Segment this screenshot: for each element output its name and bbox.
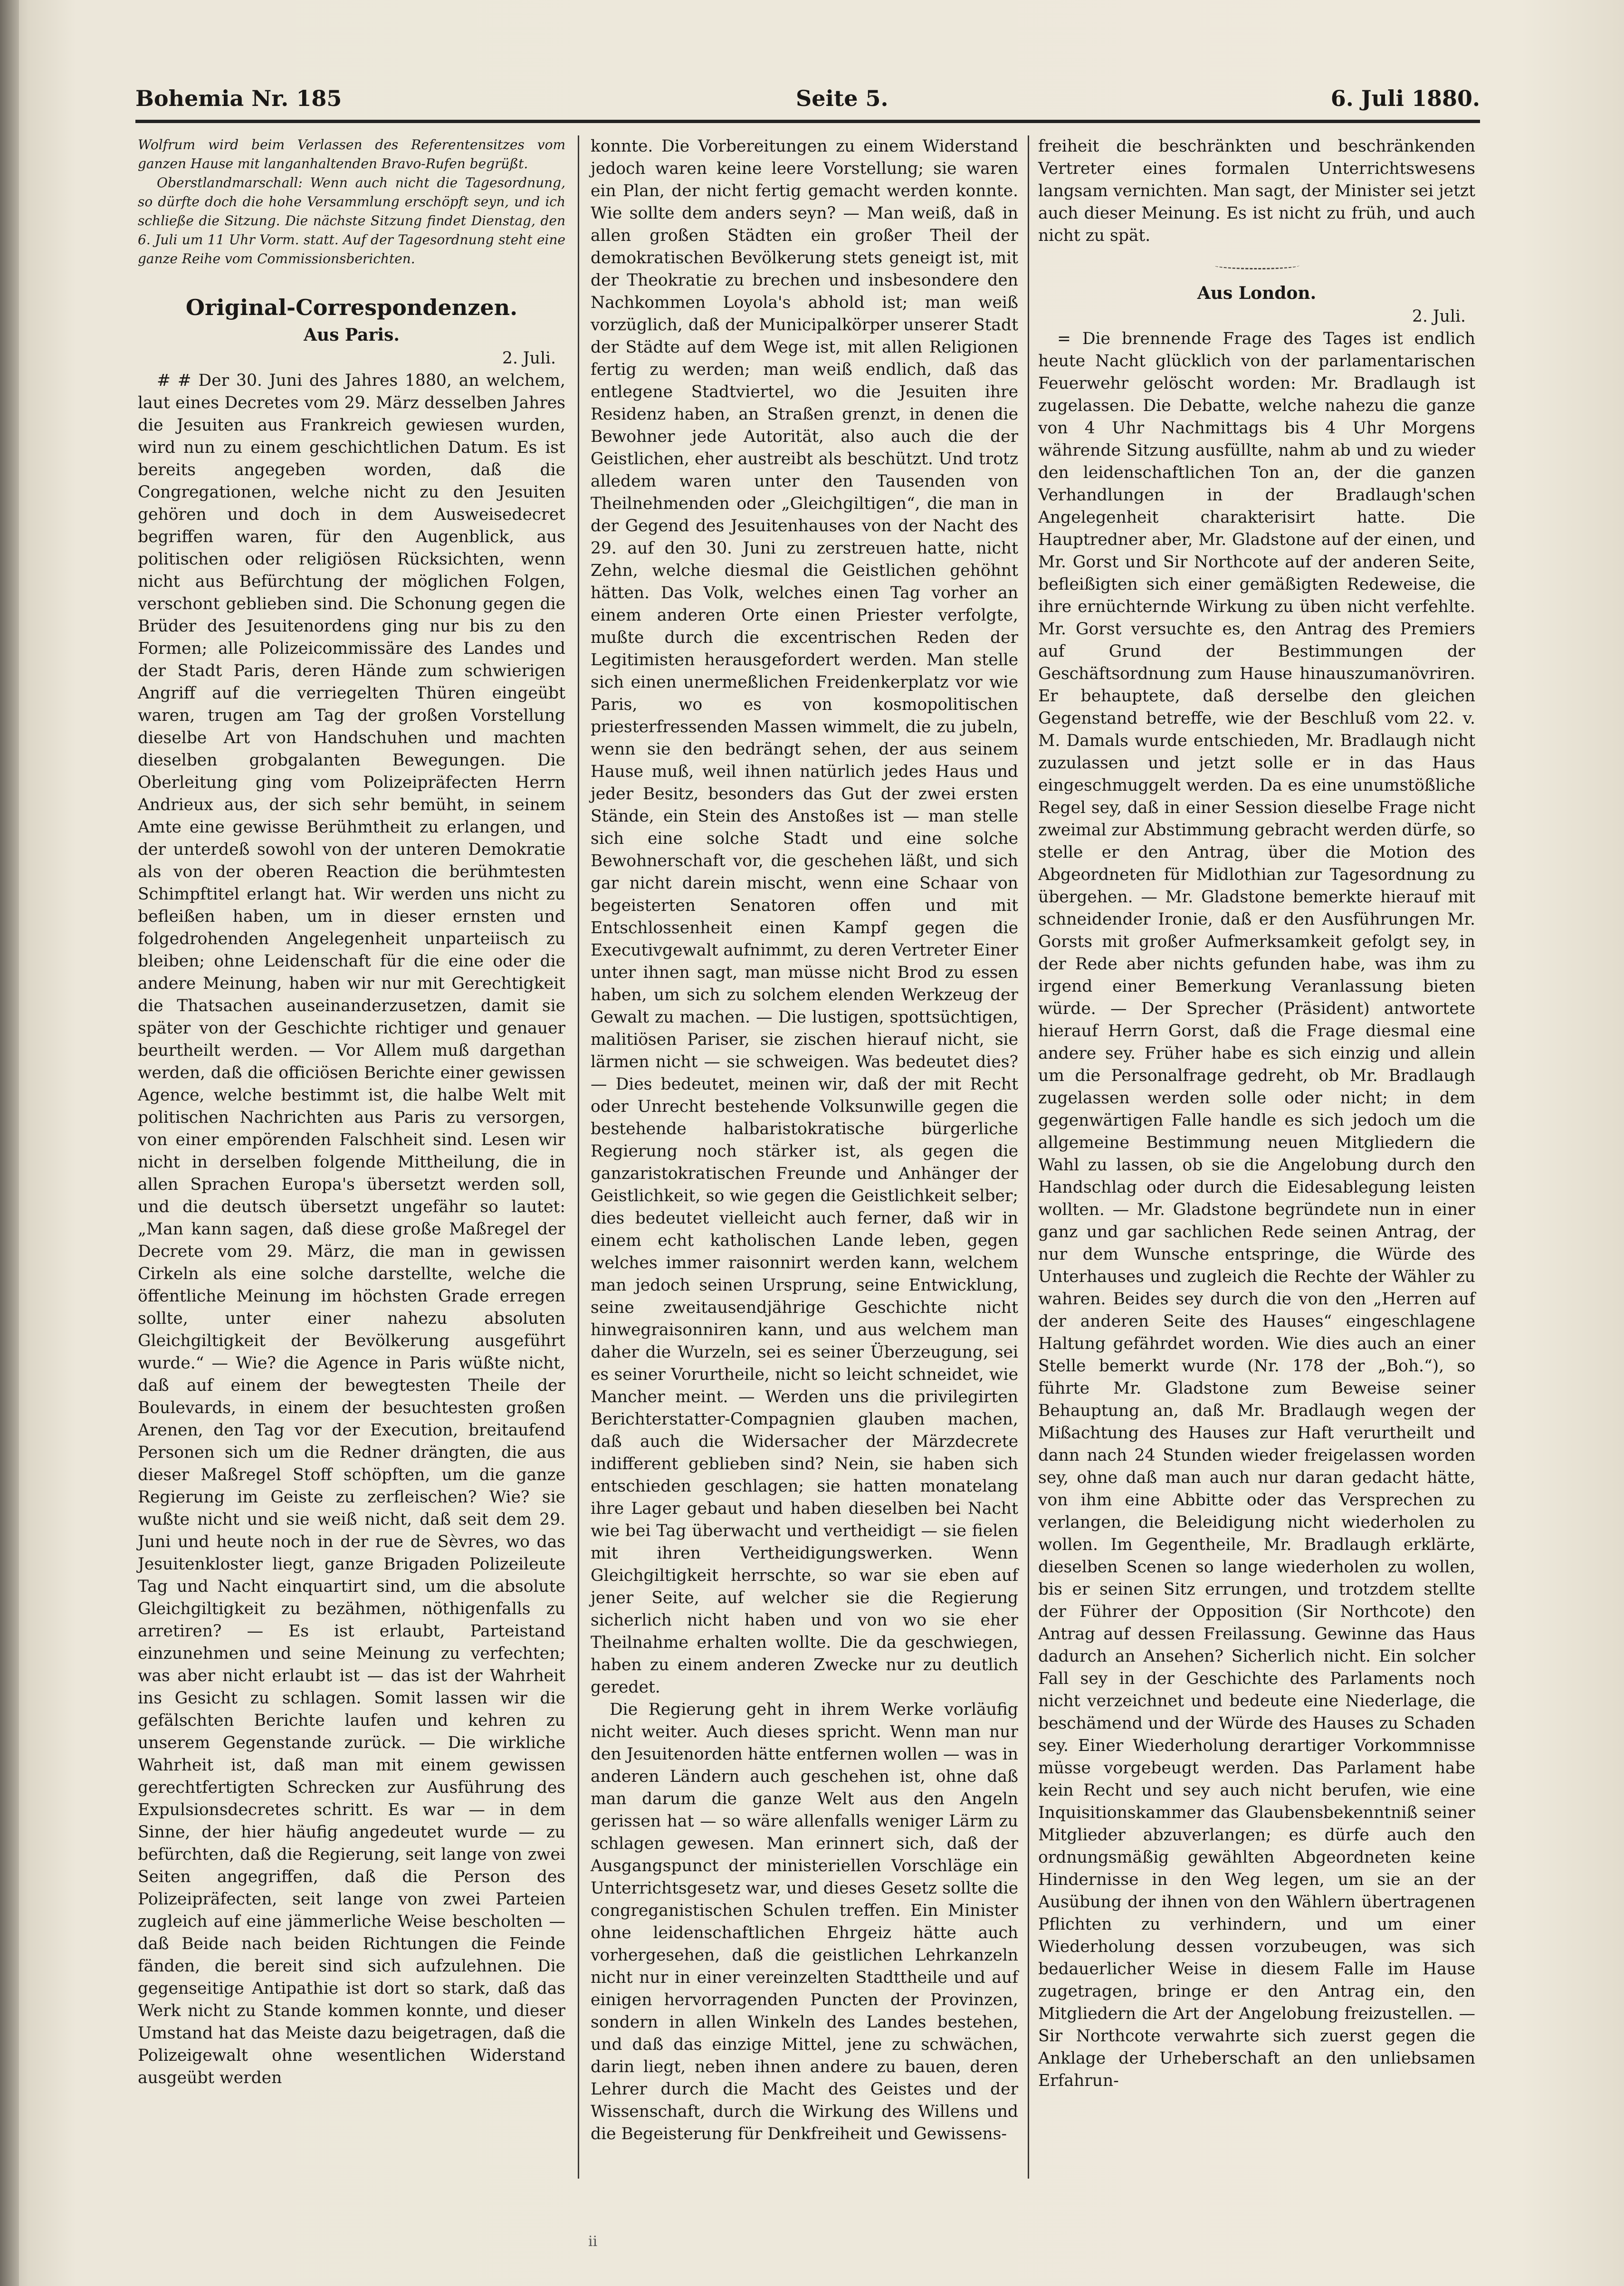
- header-date: 6. Juli 1880.: [1330, 86, 1480, 111]
- article-date: 2. Juli.: [1412, 307, 1466, 326]
- article-date: 2. Juli.: [502, 349, 556, 368]
- header-page-number: Seite 5.: [796, 86, 888, 111]
- header-masthead: Bohemia Nr. 185: [135, 86, 342, 111]
- article-paragraph: = Die brennende Frage des Tages ist endlich heute Nacht glücklich von der parlamentarischen Feuerwehr gelöscht worden: Mr. Bradlaugh ist zugelassen. Die Debatte, welche nahezu die ganze von 4 Uhr Nachmittags bis 4 Uhr Morgens währende Sitzung ausfüllte, nahm ab und zu wieder den leidenschaftlichen Ton an, der die ganzen Verhandlungen in der Bradlaugh'schen Angelegenheit charakterisirt hatte. Die Hauptredner aber, Mr. Gladstone auf der einen, und Mr. Gorst und Sir Northcote auf der anderen Seite, befleißigten sich einer gemäßigten Redeweise, die ihre ernüchternde Wirkung zu üben nicht verfehlte. Mr. Gorst versuchte es, den Antrag des Premiers auf Grund der Bestimmungen der Geschäftsordnung zum Hause hinauszumanövriren. Er behauptete, daß derselbe den gleichen Gegenstand betreffe, wie der Beschluß vom 22. v. M. Damals wurde entschieden, Mr. Bradlaugh nicht zuzulassen und jetzt solle er in das Haus eingeschmuggelt werden. Da es eine unumstößliche Regel sey, daß in einer Session dieselbe Frage nicht zweimal zur Abstimmung gebracht werden dürfe, so stelle er den Antrag, über die Motion des Abgeordneten für Midlothian zur Tagesordnung zu übergehen. — Mr. Gladstone bemerkte hierauf mit schneidender Ironie, daß er den Ausführungen Mr. Gorsts mit großer Aufmerksamkeit gefolgt sey, in der Rede aber nichts gefunden habe, was ihm zu irgend einer Bemerkung Veranlassung bieten würde. — Der Sprecher (Präsident) antwortete hierauf Herrn Gorst, daß die Frage diesmal eine andere sey. Früher habe es sich einzig und allein um die Personalfrage gedreht, ob Mr. Bradlaugh zugelassen werden solle oder nicht; in dem gegenwärtigen Falle handle es sich jedoch um die allgemeine Bestimmung neuen Mitgliedern die Wahl zu lassen, ob sie die Angelobung durch den Handschlag oder durch die Eidesablegung leisten wollten. — Mr. Gladstone begründete nun in einer ganz und gar sachlichen Rede seinen Antrag, der nur dem Wunsche entspringe, die Würde des Unterhauses und zugleich die Rechte der Wähler zu wahren. Beides sey durch die von den „Herren auf der anderen Seite des Hauses“ eingeschlagene Haltung gefährdet worden. Wie dies auch an einer Stelle bemerkt wurde (Nr. 178 der „Boh.“), so führte Mr. Gladstone zum Beweise seiner Behauptung an, daß Mr. Bradlaugh wegen der Mißachtung des Hauses zur Haft verurtheilt und dann nach 24 Stunden wieder freigelassen worden sey, ohne daß man auch nur daran gedacht hätte, von ihm eine Abbitte oder das Versprechen zu verlangen, die Beleidigung nicht wiederholen zu wollen. Im Gegentheile, Mr. Bradlaugh erklärte, dieselben Scenen so lange wiederholen zu wollen, bis er seinen Sitz errungen, und trotzdem stellte der Führer der Opposition (Sir Northcote) den Antrag auf dessen Freilassung. Gewinne das Haus dadurch an Ansehen? Sicherlich nicht. Ein solcher Fall sey in der Geschichte des Parlaments noch nicht verzeichnet und bedeute eine Niederlage, die beschämend und der Würde des Hauses zu Schaden sey. Einer Wiederholung derartiger Vorkommnisse müsse vorgebeugt werden. Das Parlament habe kein Recht und sey auch nicht berufen, wie eine Inquisitionskammer das Glaubensbekenntniß seiner Mitglieder abzuverlangen; es dürfe auch den ordnungsmäßig gewählten Abgeordneten keine Hindernisse in den Weg legen, um sie an der Ausübung der ihnen von den Wählern übertragenen Pflichten zu verhindern, und um einer Wiederholung dessen vorzubeugen, was sich bedauerlicher Weise in diesem Falle im Hause zugetragen, bringe er den Antrag ein, den Mitgliedern die Art der Angelobung freizustellen. — Sir Northcote verwahrte sich zuerst gegen die Anklage der Urheberschaft an den unliebsamen Erfahrun-: [1038, 329, 1475, 2090]
- column-3: [1038, 135, 1475, 2092]
- article-paragraph: # # Der 30. Juni des Jahres 1880, an welchem, laut eines Decretes vom 29. März desselben Jahres die Jesuiten aus Frankreich gewiesen wurden, wird nun zu einem geschichtlichen Datum. Es ist bereits angegeben worden, daß die Congregationen, welche nicht zu den Jesuiten gehören und doch in dem Ausweisedecret begriffen waren, für den Augenblick, aus politischen oder religiösen Rücksichten, wenn nicht aus Befürchtung der möglichen Folgen, verschont geblieben sind. Die Schonung gegen die Brüder des Jesuitenordens ging nur bis zu den Formen; alle Polizeicommissäre des Landes und der Stadt Paris, deren Hände zum schwierigen Angriff auf die verriegelten Thüren eingeübt waren, trugen am Tag der großen Vorstellung dieselbe Art von Handschuhen und machten dieselben grobgalanten Bewegungen. Die Oberleitung ging vom Polizeipräfecten Herrn Andrieux aus, der sich sehr bemüht, in seinem Amte eine gewisse Berühmtheit zu erlangen, und der unterdeß sowohl von der unteren Demokratie als von der oberen Reaction die berühmtesten Schimpftitel erlangt hat. Wir werden uns nicht zu befleißen haben, um in dieser ernsten und folgedrohenden Angelegenheit unparteiisch zu bleiben; ohne Leidenschaft für die eine oder die andere Meinung, haben wir nur mit Gerechtigkeit die Thatsachen auseinanderzusetzen, damit sie später von der Geschichte richtiger und genauer beurtheilt werden. — Vor Allem muß dargethan werden, daß die officiösen Berichte einer gewissen Agence, welche bestimmt ist, die halbe Welt mit politischen Nachrichten aus Paris zu versorgen, von einer empörenden Falschheit sind. Lesen wir nicht in derselben folgende Mittheilung, die in allen Sprachen Europa's übersetzt werden soll, und die deutsch übersetzt ungefähr so lautet: „Man kann sagen, daß diese große Maßregel der Decrete vom 29. März, die man in gewissen Cirkeln als eine solche darstellte, welche die öffentliche Meinung im höchsten Grade erregen sollte, unter einer nahezu absoluten Gleichgiltigkeit der Bevölkerung ausgeführt wurde.“ — Wie? die Agence in Paris wüßte nicht, daß auf einem der bewegtesten Theile der Boulevards, in einem der besuchtesten großen Arenen, den Tag vor der Execution, breitaufend Personen sich um die Redner drängten, die aus dieser Maßregel Stoff schöpften, um die ganze Regierung im Geiste zu zerfleischen? Wie? sie wußte nicht und sie weiß nicht, daß seit dem 29. Juni und heute noch in der rue de Sèvres, wo das Jesuitenkloster liegt, ganze Brigaden Polizeileute Tag und Nacht einquartirt sind, um die absolute Gleichgiltigkeit zu bezähmen, nöthigenfalls zu arretiren? — Es ist erlaubt, Parteistand einzunehmen und seine Meinung zu verfechten; was aber nicht erlaubt ist — das ist der Wahrheit ins Gesicht zu schlagen. Somit lassen wir die gefälschten Berichte laufen und kehren zu unserem Gegenstande zurück. — Die wirkliche Wahrheit ist, daß man mit einem gewissen gerechtfertigten Schrecken zur Ausführung des Expulsionsdecretes schritt. Es war — in dem Sinne, der hier häufig angedeutet wurde — zu befürchten, daß die Regierung, seit lange von zwei Seiten angegriffen, daß die Person des Polizeipräfecten, seit lange von zwei Parteien zugleich auf eine jämmerliche Weise bescholten — daß Beide nach beiden Richtungen die Feinde fänden, die bereit sind sich aufzulehnen. Die gegenseitige Antipathie ist dort so stark, daß das Werk nicht zu Stande kommen konnte, und dieser Umstand hat das Meiste dazu beigetragen, daß die Polizeigewalt ohne wesentlichen Widerstand ausgeübt werden: [138, 371, 565, 2087]
- header-rule: [135, 120, 1480, 123]
- article-subtitle: Aus London.: [1197, 283, 1317, 303]
- session-note: Oberstlandmarschall: Wenn auch nicht die Tagesordnung, so dürfte doch die hohe Versammlung erschöpft seyn, und ich schließe die Sitzung. Die nächste Sitzung findet Dienstag, den 6. Juli um 11 Uhr Vorm. statt. Auf der Tagesordnung steht eine ganze Reihe vom Commissionsberichten.: [138, 175, 565, 267]
- section-title: Original-Correspondenzen.: [185, 295, 518, 320]
- column-divider: [1028, 135, 1029, 2179]
- column-1: [138, 135, 565, 2089]
- column-divider: [578, 135, 579, 2179]
- footer-mark: ii: [588, 2233, 598, 2250]
- section-separator: [1214, 261, 1299, 269]
- session-note: Wolfrum wird beim Verlassen des Referentensitzes vom ganzen Hause mit langanhaltenden Bravo-Rufen begrüßt.: [138, 137, 565, 172]
- column-2: [591, 135, 1018, 2145]
- article-paragraph: freiheit die beschränkten und beschränkenden Vertreter eines formalen Unterrichtswesens langsam vernichten. Man sagt, der Minister sei jetzt auch dieser Meinung. Es ist nicht zu früh, und auch nicht zu spät.: [1038, 137, 1475, 245]
- article-paragraph: Die Regierung geht in ihrem Werke vorläufig nicht weiter. Auch dieses spricht. Wenn man nur den Jesuitenorden hätte entfernen wollen — was in anderen Ländern auch geschehen ist, ohne daß man darum die ganze Welt aus den Angeln gerissen hat — so wäre allenfalls weniger Lärm zu schlagen gewesen. Man erinnert sich, daß der Ausgangspunct der ministeriellen Vorschläge ein Unterrichtsgesetz war, und dieses Gesetz sollte die congreganistischen Schulen treffen. Ein Minister ohne leidenschaftlichen Ehrgeiz hätte auch vorhergesehen, daß die geistlichen Lehrkanzeln nicht nur in einer vereinzelten Stadttheile und auf einigen hervorragenden Puncten der Provinzen, sondern in allen Winkeln des Landes bestehen, und daß das einzige Mittel, jene zu schwächen, darin liegt, neben ihnen andere zu bauen, deren Lehrer durch die Macht des Geistes und der Wissenschaft, durch die Wirkung des Willens und die Begeisterung für Denkfreiheit und Gewissens-: [591, 1700, 1018, 2143]
- article-subtitle: Aus Paris.: [304, 325, 400, 345]
- page-binding-edge: [0, 0, 19, 2286]
- page-header: [135, 81, 1480, 119]
- article-paragraph: konnte. Die Vorbereitungen zu einem Widerstand jedoch waren keine leere Vorstellung; sie waren ein Plan, der nicht fertig gemacht werden konnte. Wie sollte dem anders seyn? — Man weiß, daß in allen großen Städten ein großer Theil der demokratischen Bevölkerung stets geneigt ist, mit der Theokratie zu brechen und insbesondere den Nachkommen Loyola's abhold ist; man weiß vorzüglich, daß der Municipalkörper unserer Stadt der Städte auf dem Wege ist, mit allen Religionen fertig zu werden; man weiß endlich, daß das entlegene Stadtviertel, wo die Jesuiten ihre Residenz haben, an Straßen grenzt, in denen die Bewohner jede Autorität, also auch die der Geistlichen, eher austreibt als beschützt. Und trotz alledem waren unter den Tausenden von Theilnehmenden oder „Gleichgiltigen“, die man in der Gegend des Jesuitenhauses von der Nacht des 29. auf den 30. Juni zu zerstreuen hatte, nicht Zehn, welche diesmal die Geistlichen gehöhnt hätten. Das Volk, welches einen Tag vorher an einem anderen Orte einen Priester verfolgte, mußte durch die excentrischen Reden der Legitimisten herausgefordert werden. Man stelle sich einen unermeßlichen Freidenkerplatz vor wie Paris, wo es von kosmopolitischen priesterfressenden Massen wimmelt, die zu jubeln, wenn sie den bedrängt sehen, der aus seinem Hause muß, weil ihnen natürlich jedes Haus und jeder Besitz, besonders das Gut der zwei ersten Stände, ein Stein des Anstoßes ist — man stelle sich eine solche Stadt und eine solche Bewohnerschaft vor, die geschehen läßt, und sich gar nicht darein mischt, wenn eine Schaar von begeisterten Senatoren offen und mit Entschlossenheit einen Kampf gegen die Executivgewalt aufnimmt, zu deren Vertreter Einer unter ihnen sagt, man müsse nicht Brod zu essen haben, um sich zu solchem elenden Werkzeug der Gewalt zu machen. — Die lustigen, spottsüchtigen, malitiösen Pariser, sie zischen hierauf nicht, sie lärmen nicht — sie schweigen. Was bedeutet dies? — Dies bedeutet, meinen wir, daß der mit Recht oder Unrecht bestehende Volksunwille gegen die bestehende halbaristokratische bürgerliche Regierung noch stärker ist, als gegen die ganzaristokratischen Freunde und Anhänger der Geistlichkeit, so wie gegen die Geistlichkeit selber; dies bedeutet vielleicht auch ferner, daß wir in einem echt katholischen Lande leben, gegen welches immer raisonnirt werden kann, welchem man jedoch seinen Ursprung, seine Entwicklung, seine zweitausendjährige Geschichte nicht hinwegraisonniren kann, und aus welchem man daher die Wurzeln, sei es seiner Überzeugung, sei es seiner Vorurtheile, nicht so leicht schneidet, wie Mancher meint. — Werden uns die privilegirten Berichterstatter-Compagnien glauben machen, daß auch die Widersacher der Märzdecrete indifferent geblieben sind? Nein, sie haben sich entschieden geschlagen; sie hatten monatelang ihre Lager gebaut und haben dieselben bei Nacht wie bei Tag überwacht und vertheidigt — sie fielen mit ihren Vertheidigungswerken. Wenn Gleichgiltigkeit herrschte, so war sie eben auf jener Seite, auf welcher sie die Regierung sicherlich nicht haben und von wo sie eher Theilnahme erhalten wollte. Die da geschwiegen, haben zu einem anderen Zwecke nur zu deutlich geredet.: [591, 137, 1018, 1697]
